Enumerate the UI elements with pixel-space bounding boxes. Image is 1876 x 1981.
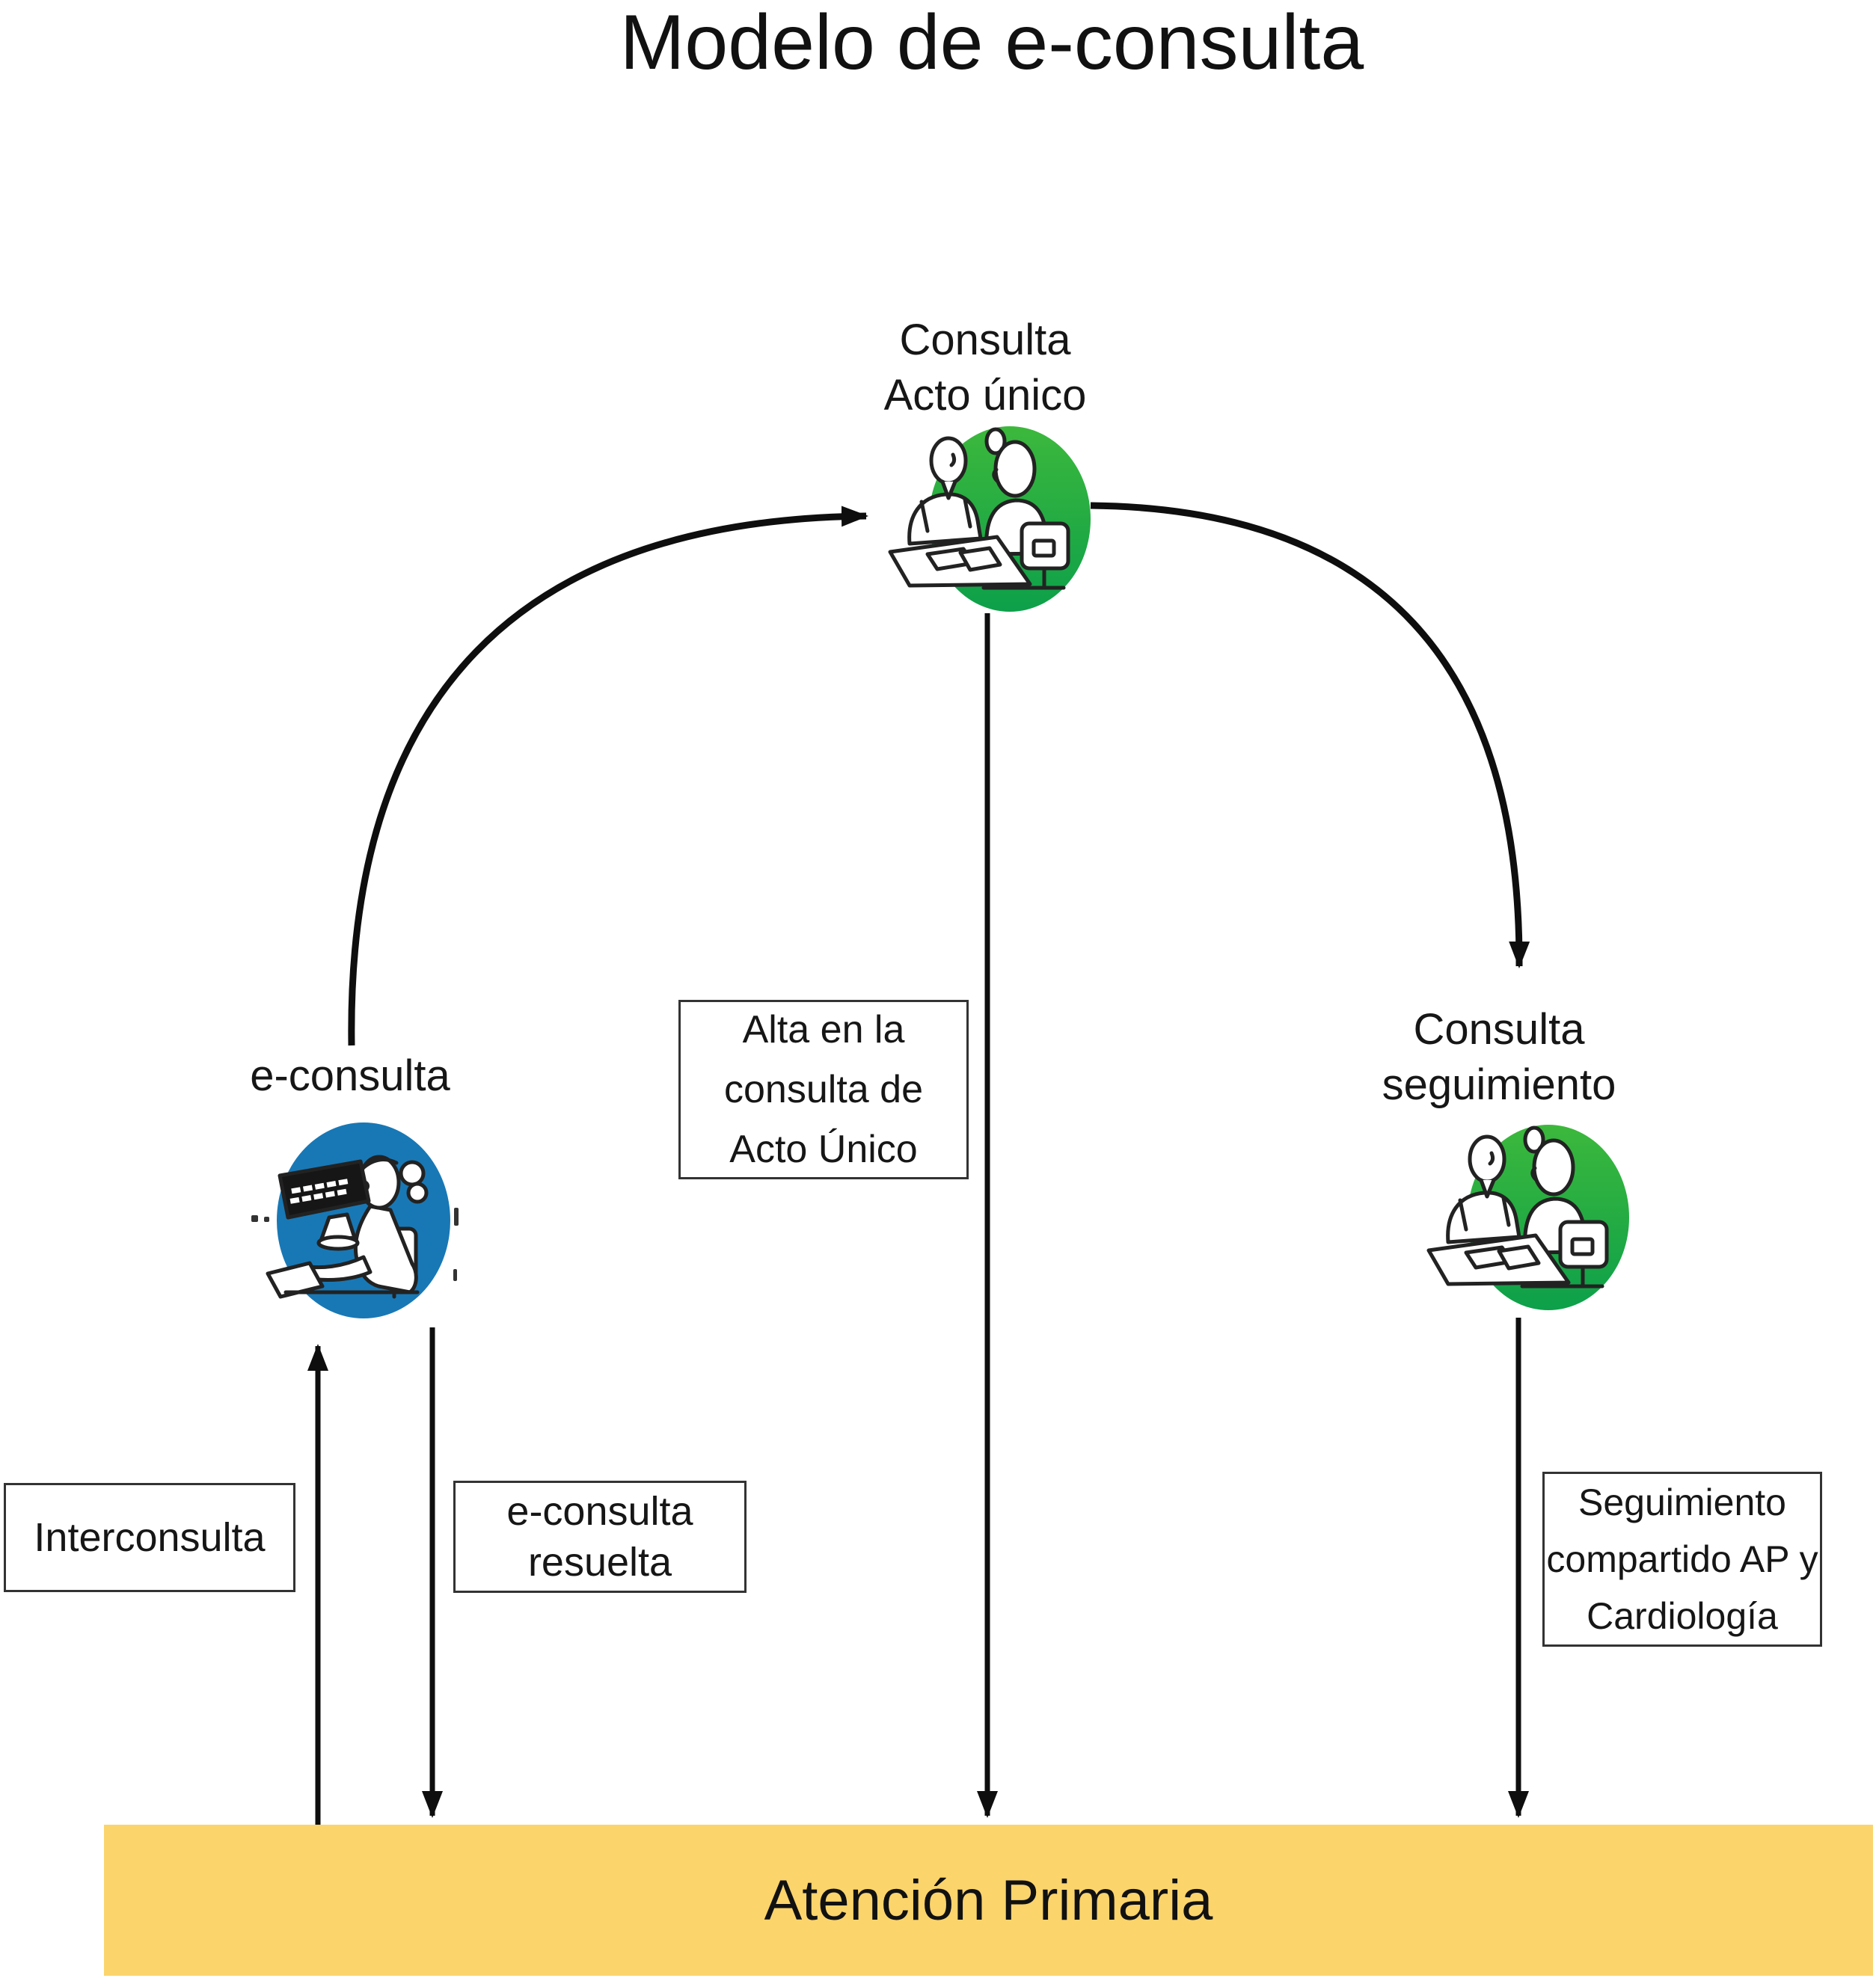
ponytail xyxy=(408,1184,426,1202)
two-people-consultation-icon xyxy=(1421,1102,1661,1327)
alta-acto-unico-box: Alta en la consulta de Acto Único xyxy=(678,1000,969,1179)
e-consulta-resuelta-box: e-consulta resuelta xyxy=(453,1481,747,1593)
two-people-consultation-icon xyxy=(883,404,1122,628)
page-title: Modelo de e-consulta xyxy=(619,0,1364,86)
speck-dash xyxy=(454,1208,459,1226)
atencion-primaria-label: Atención Primaria xyxy=(764,1868,1213,1932)
arrow-acto-unico-to-seguimiento xyxy=(1091,506,1519,966)
label-consulta-seguimiento: Consulta seguimiento xyxy=(1382,1005,1616,1109)
label-consulta-acto-unico: Consulta Acto único xyxy=(883,316,1087,420)
interconsulta-box: Interconsulta xyxy=(4,1483,295,1592)
clinician-at-computer-icon xyxy=(263,1112,465,1329)
label-e-consulta: e-consulta xyxy=(250,1051,450,1100)
speck-dash xyxy=(453,1269,457,1281)
ponytail xyxy=(401,1162,423,1185)
atencion-primaria-bar xyxy=(104,1825,1873,1976)
seguimiento-compartido-box: Seguimiento compartido AP y Cardiología xyxy=(1542,1472,1822,1647)
arrow-econsulta-to-acto-unico xyxy=(352,516,866,1045)
speck-dot xyxy=(264,1217,269,1222)
speck-dot xyxy=(251,1215,258,1222)
